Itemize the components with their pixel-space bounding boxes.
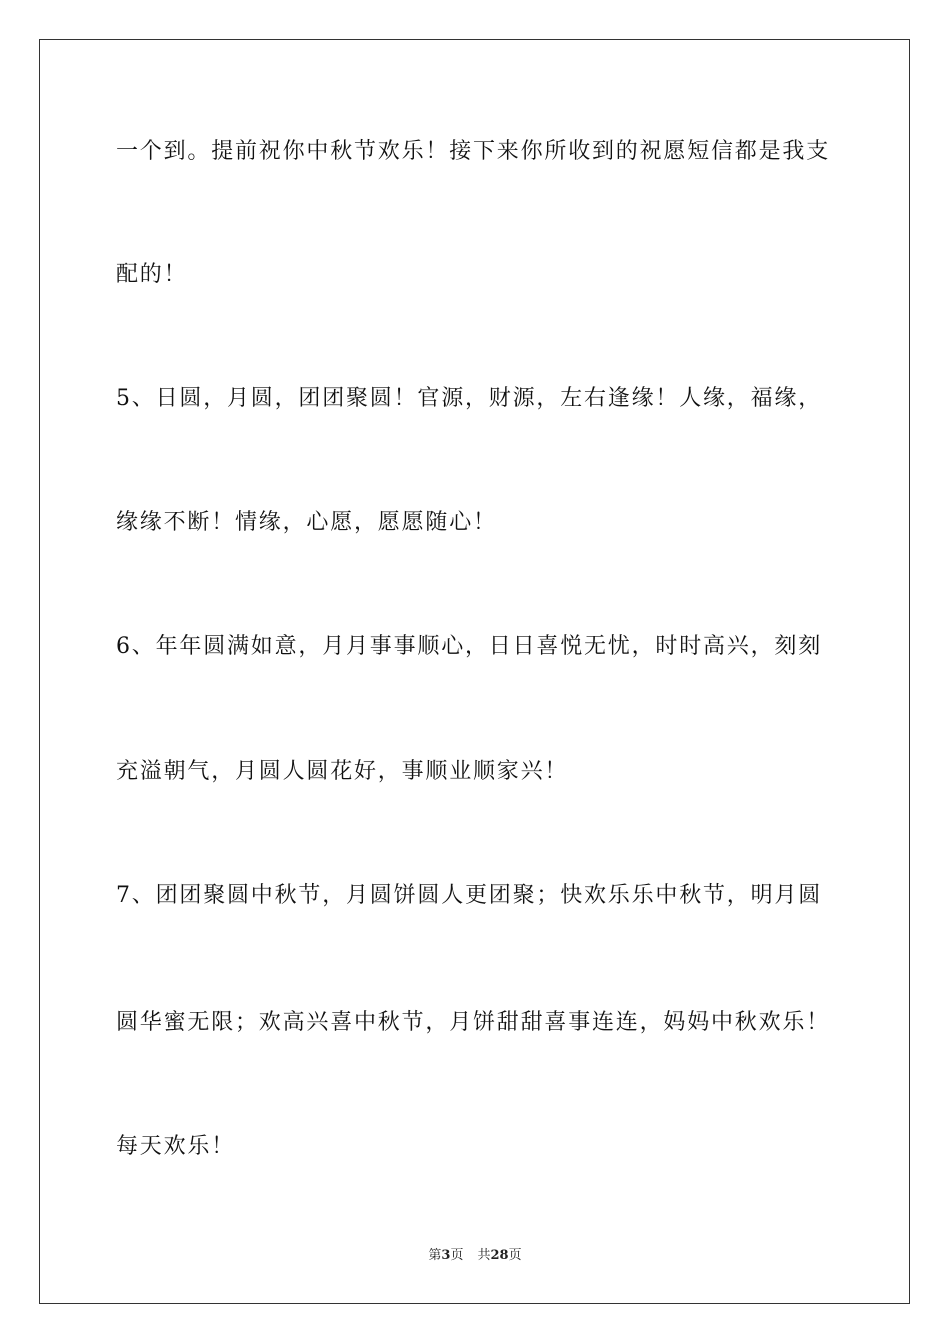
page-border	[39, 39, 910, 1304]
page-suffix: 页	[450, 1248, 464, 1263]
total-pages: 28	[490, 1248, 509, 1263]
text-line: 每天欢乐！	[116, 1134, 236, 1159]
page-footer	[0, 1248, 950, 1264]
text-line: 6、年年圆满如意，月月事事顺心，日日喜悦无忧，时时高兴，刻刻	[116, 634, 822, 659]
text-line: 配的！	[116, 262, 188, 287]
text-line: 缘缘不断！情缘，心愿，愿愿随心！	[116, 510, 497, 535]
text-line: 圆华蜜无限；欢高兴喜中秋节，月饼甜甜喜事连连，妈妈中秋欢乐！	[116, 1010, 831, 1035]
text-line: 5、日圆，月圆，团团聚圆！官源，财源，左右逢缘！人缘，福缘，	[116, 386, 822, 411]
total-prefix: 共	[477, 1248, 491, 1263]
page-number: 3	[441, 1248, 451, 1263]
page-prefix: 第	[428, 1248, 442, 1263]
total-suffix: 页	[508, 1248, 522, 1263]
text-line: 一个到。提前祝你中秋节欢乐！接下来你所收到的祝愿短信都是我支	[116, 139, 831, 164]
text-line: 7、团团聚圆中秋节，月圆饼圆人更团聚；快欢乐乐中秋节，明月圆	[116, 883, 822, 908]
text-line: 充溢朝气，月圆人圆花好，事顺业顺家兴！	[116, 759, 569, 784]
